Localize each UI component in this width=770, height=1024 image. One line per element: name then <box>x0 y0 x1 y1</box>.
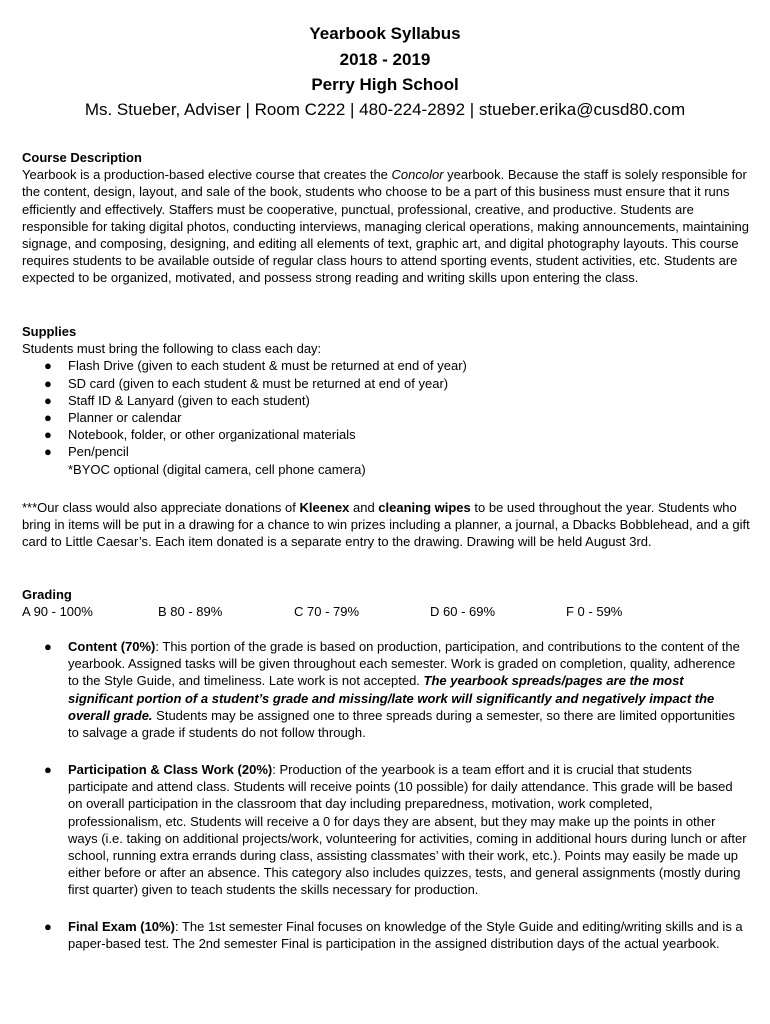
donations-section <box>22 499 752 551</box>
grade-scale <box>22 603 752 620</box>
list-item: ● Flash Drive (given to each student & must be returned at end of year) <box>44 358 467 374</box>
list-item: ● Notebook, folder, or other organizational materials <box>44 427 356 443</box>
wipes-label: cleaning wipes <box>378 500 471 515</box>
grading-participation-item: ● Participation & Class Work (20%): Production of the yearbook is a team effort and it is crucial that students participate and attend class. Students will receive points (10 possible) for daily attendance. This grade will be based on overall participation in the classroom that day including preparedness, motivation, work completed, professionalism, etc. Students will receive a 0 for days they are absent, but they may make up the points in other ways (i.e. taking on additional projects/work, volunteering for activities, coming in additional hours during lunch or after school, running extra errands during class, assisting classmates’ with their work, etc.). Points may easily be made up either before or after an absence. This category also includes quizzes, tests, and general assignments (mostly during first quarter) given to teach students the skills necessary for production. <box>44 762 747 898</box>
document-title: Yearbook Syllabus <box>309 24 461 43</box>
content-label: Content (70%) <box>68 639 156 654</box>
grade-b: B 80 - 89% <box>158 604 223 620</box>
bullet-icon: ● <box>44 392 52 408</box>
grade-d: D 60 - 69% <box>430 604 496 620</box>
list-item: ● Staff ID & Lanyard (given to each student) <box>44 392 310 408</box>
list-item: ● SD card (given to each student & must be returned at end of year) <box>44 375 449 391</box>
byoc-note: *BYOC optional (digital camera, cell phone camera) <box>68 461 366 477</box>
list-item: ● Pen/pencil <box>44 444 129 460</box>
grading-final-exam-item: ● Final Exam (10%): The 1st semester Final focuses on knowledge of the Style Guide and editing/writing skills and is a paper-based test. The 2nd semester Final is participation in the assigned distribution days of the actual yearbook. <box>44 919 743 952</box>
bullet-icon: ● <box>44 639 52 654</box>
bullet-icon: ● <box>44 358 52 374</box>
yearbook-name: Concolor <box>391 167 444 183</box>
bullet-icon: ● <box>44 762 52 777</box>
supplies-section <box>22 323 752 478</box>
final-exam-label: Final Exam (10%) <box>68 919 175 934</box>
grading-section <box>22 586 752 620</box>
bullet-icon: ● <box>44 444 52 460</box>
supplies-intro: Students must bring the following to class each day: <box>22 341 322 357</box>
supplies-list <box>22 357 752 460</box>
bullet-icon: ● <box>44 375 52 391</box>
grade-f: F 0 - 59% <box>566 604 623 620</box>
adviser-contact: Ms. Stueber, Adviser | Room C222 | 480-224-2892 | stueber.erika@cusd80.com <box>84 100 686 119</box>
donations-text: ***Our class would also appreciate donations of Kleenex and cleaning wipes to be used throughout the year. Students who bring in items will be put in a drawing for a chance to win prizes including a planner, a journal, a Dbacks Bobblehead, and a gift card to Little Caesar’s. Each item donated is a separate entry to the drawing. Drawing will be held August 3rd. <box>22 500 750 550</box>
bullet-icon: ● <box>44 427 52 443</box>
course-description-text: Yearbook is a production-based elective course that creates the Concolor yearbook. Because the staff is solely responsible for the content, design, layout, and sale of the book, students who choose to be a part of this business must ensure that it runs efficiently and effectively. Staffers must be cooperative, punctual, professional, creative, and productive. Students are responsible for taking digital photos, conducting interviews, managing clerical operations, making announcements, maintaining signage, and composing, designing, and editing all elements of text, graphic art, and digital photography layouts. This course requires students to be available outside of regular class hours to attend sporting events, student activities, etc. Students are expected to be organized, motivated, and possess strong reading and writing skills upon entering the class. <box>22 167 749 286</box>
list-item: ● Planner or calendar <box>44 410 182 426</box>
school-name: Perry High School <box>311 75 459 94</box>
participation-label: Participation & Class Work (20%) <box>68 762 273 777</box>
kleenex-label: Kleenex <box>299 500 350 515</box>
supplies-heading: Supplies <box>22 324 77 339</box>
grade-a: A 90 - 100% <box>22 604 93 620</box>
grading-heading: Grading <box>22 587 72 602</box>
bullet-icon: ● <box>44 919 52 934</box>
grading-content-item: ● Content (70%): This portion of the grade is based on production, participation, and contributions to the content of the yearbook. Assigned tasks will be given throughout each semester. Work is graded on completion, quality, adherence to the Style Guide, and timeliness. Late work is not accepted. The yearbook spreads/pages are the most significant portion of a student’s grade and missing/late work will significantly and negatively impact the overall grade. Students may be assigned one to three spreads during a semester, so there are limited opportunities to salvage a grade if students do not follow through. <box>44 639 740 741</box>
content-emphasis: The yearbook spreads/pages are the most significant portion of a student’s grade and missing/late work will significantly and negatively impact the overall grade. <box>68 673 715 723</box>
bullet-icon: ● <box>44 410 52 426</box>
course-description-section <box>22 149 752 287</box>
course-description-heading: Course Description <box>22 150 142 165</box>
school-year: 2018 - 2019 <box>339 50 431 69</box>
grade-c: C 70 - 79% <box>294 604 360 620</box>
